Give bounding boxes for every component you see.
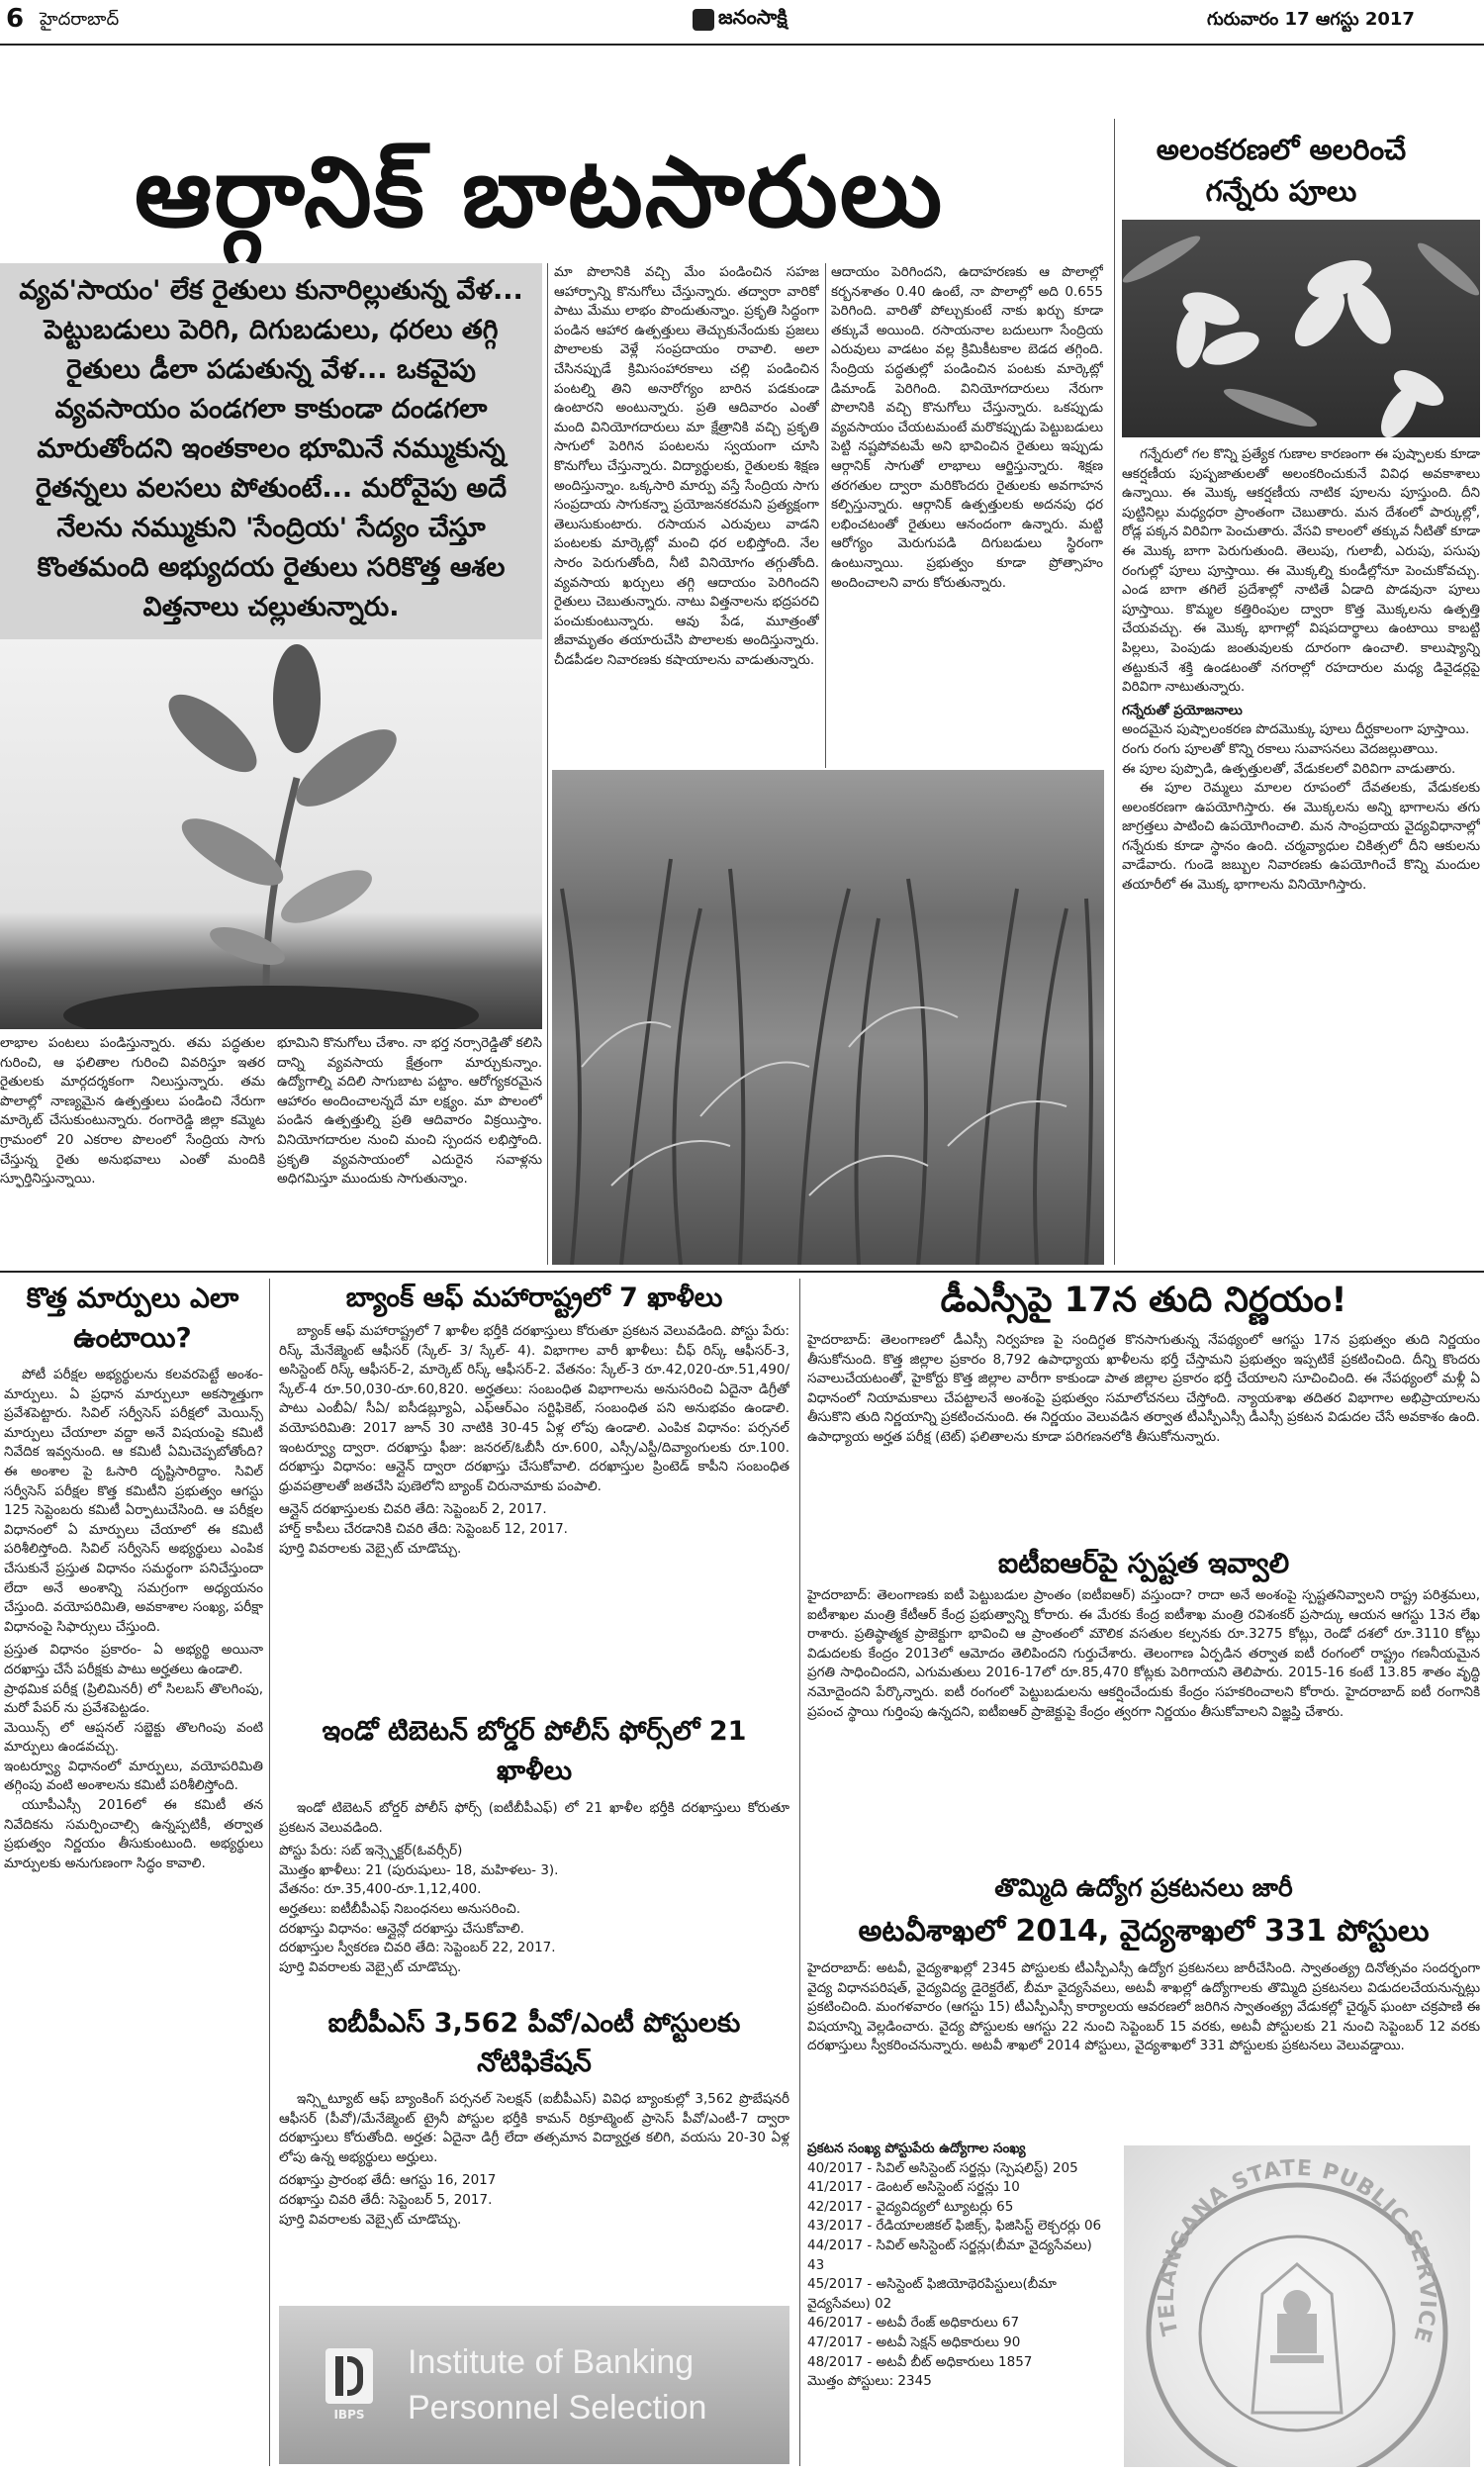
col-rule-1	[547, 263, 548, 1265]
logo-emblem-icon	[693, 9, 714, 31]
col-rule-3	[1114, 119, 1115, 1265]
itbp-headline: ఇండో టిబెటన్ బోర్డర్ పోలీస్ ఫోర్స్‌లో 21 ఖాళీలు	[322, 1716, 747, 1786]
main-bottom-left: లాభాల పంటలు పండిస్తున్నారు. తమ పద్ధతుల గురించి, ఆ ఫలితాల గురించి వివరిస్తూ ఇతర రైతులకు మార్గదర్శకంగా నిలుస్తున్నారు. తమ పొలాల్లో నాణ్యమైన ఉత్పత్తులు పండించి నేరుగా మార్కెట్ చేసుకుంటున్నారు. రంగారెడ్డి జిల్లా కమ్మెట గ్రామంలో 20 ఎకరాల పొలంలో సేంద్రియ సాగు చేస్తున్న రైతు అనుభవాలు ఎంతో మందికి స్ఫూర్తినిస్తున్నాయి.	[0, 1035, 265, 1188]
jobs-row-4: 43/2017 - రేడియాలజికల్ ఫిజిక్స్, ఫిజిసిస్ట్ లెక్చరర్లు 06	[807, 2218, 1102, 2235]
bom-headline: బ్యాంక్ ఆఫ్ మహారాష్ట్రలో 7 ఖాళీలు	[345, 1283, 723, 1313]
itbp-line-3: వేతనం: రూ.35,400-రూ.1,12,400.	[279, 1881, 482, 1898]
ibps-emblem-icon	[325, 2348, 373, 2404]
itbp-body-text: ఇండో టిబెటన్ బోర్డర్ పోలీస్ ఫోర్స్ (ఐటీబీపీఎఫ్) లో 21 ఖాళీల భర్తీకి దరఖాస్తులు కోరుతూ ప్రకటన వెలువడింది.	[279, 1800, 789, 1836]
ibps-headline: ఐబీపీఎస్ 3,562 పీవో/ఎంటీ పోస్టులకు నోటిఫికేషన్	[327, 2008, 741, 2078]
jobs-row-5: 44/2017 - సివిల్ అసిస్టెంట్ సర్జన్లు(బీమా వైద్యసేవలు) 43	[807, 2237, 1092, 2273]
main-headline: ఆర్గానిక్ బాటసారులు	[134, 137, 945, 249]
seal-text: TELANGANA STATE PUBLIC SERVICE	[1154, 2155, 1440, 2346]
ibps-abbr: IBPS	[333, 2408, 365, 2422]
ibps-emblem	[319, 2335, 380, 2434]
dsc-body: హైదరాబాద్: తెలంగాణలో డీఎస్సీ నిర్వహణ పై సందిగ్ధత కొనసాగుతున్న నేపథ్యంలో ఆగస్టు 17న ప్రభుత్వం తుది నిర్ణయం తీసుకోనుంది. కొత్త జిల్లాల ప్రకారం 8,792 ఉపాధ్యాయ ఖాళీలను భర్తీ చేస్తామని ప్రభుత్వం ఇప్పటికే ప్రకటించింది. దీన్ని కొందరు సవాలుచేయటంతో, హైకోర్టు కొత్త జిల్లాల వారీగా కాకుండా పాత జిల్లాల ప్రకారం భర్తీ చేయాలని సూచించింది. ఈ నేపథ్యంలో మళ్లీ ఏ విధానంలో నియామకాలు చేపట్టాలనే అంశంపై ప్రభుత్వం సమాలోచనలు చేస్తోంది. న్యాయశాఖ తదితర విభాగాల అభిప్రాయాలను తీసుకొని తుది నిర్ణయాన్ని ప్రకటించనుంది. ఈ నిర్ణయం వెలువడిన తర్వాత టీఎస్పీఎస్సీ డీఎస్సీ ప్రకటన విడుదల చేసే అవకాశం ఉంది. ఉపాధ్యాయ అర్హత పరీక్ష (టెట్) ఫలితాలను కూడా పరిగణనలోకి తీసుకోనున్నారు.	[807, 1332, 1480, 1445]
jobs-table	[807, 2140, 1104, 2471]
jobs-total: మొత్తం పోస్టులు: 2345	[807, 2373, 932, 2390]
changes-bullet-1: ప్రస్తుత విధానం ప్రకారం- ఏ అభ్యర్థి అయినా దరఖాస్తు చేసే పరీక్షకు పాటు అర్హతలు ఉండాలి.	[4, 1642, 263, 1677]
ibps-line-2: దరఖాస్తు చివరి తేదీ: సెప్టెంబర్ 5, 2017.	[279, 2191, 493, 2208]
ibps-line-1: దరఖాస్తు ప్రారంభ తేదీ: ఆగస్టు 16, 2017	[279, 2172, 497, 2189]
oleander-photo	[1122, 220, 1480, 437]
changes-closing: యూపీఎస్సీ 2016లో ఈ కమిటీ తన నివేదికను సమర్పించాల్సి ఉన్నప్పటికీ, తర్వాత ప్రభుత్వం నిర్ణయం తీసుకుంటుంది. అభ్యర్థులు మార్పులకు అనుగుణంగా సిద్ధం కావాలి.	[4, 1797, 263, 1871]
bom-date-1: ఆన్లైన్ దరఖాస్తులకు చివరి తేది: సెప్టెంబర్ 2, 2017.	[279, 1501, 547, 1518]
itir-headline: ఐటీఐఆర్‌పై స్పష్టత ఇవ్వాలి	[997, 1547, 1290, 1579]
jobs-row-8: 47/2017 - అటవీ సెక్షన్ అధికారులు 90	[807, 2333, 1021, 2350]
section-rule	[0, 1271, 1484, 1273]
side-body	[1122, 445, 1480, 1265]
itbp-line-5: దరఖాస్తు విధానం: ఆన్లైన్లో దరఖాస్తు చేసుకోవాలి.	[279, 1920, 524, 1937]
jobs-row-3: 42/2017 - వైద్యవిద్యలో ట్యూటర్లు 65	[807, 2198, 1014, 2215]
ibps-body-text: ఇన్స్టిట్యూట్ ఆఫ్ బ్యాంకింగ్ పర్సనల్ సెలక్షన్ (ఐబీపీఎస్) వివిధ బ్యాంకుల్లో 3,562 ప్రొబేషనరీ ఆఫీసర్ (పీవో)/మేనేజ్మెంట్ ట్రైనీ పోస్టుల భర్తీకి కామన్ రిక్రూట్మెంట్ ప్రాసెస్ పీవో/ఎంటీ-7 ద్వారా దరఖాస్తులు కోరుతోంది. అర్హత: ఏదైనా డిగ్రీ లేదా తత్సమాన విద్యార్హత కలిగి, వయసు 20-30 ఏళ్ల లోపు ఉన్న అభ్యర్థులు అర్హులు.	[279, 2091, 789, 2165]
itbp-line-2: మొత్తం ఖాళీలు: 21 (పురుషులు- 18, మహిళలు- 3).	[279, 1861, 559, 1878]
emblem-icon	[1270, 2290, 1324, 2363]
side-body-text: గన్నేరులో గల కొన్ని ప్రత్యేక గుణాల కారణంగా ఈ పుష్పాలకు కూడా ఆకర్షణీయ పుష్పజాతులతో అలంకరించుకునే వివిధ అవకాశాలు ఉన్నాయి. ఈ మొక్క ఆకర్షణీయ నాటిక పూలను పూస్తుంది. దీని పుట్టినిల్లు మధ్యధరా ప్రాంతంగా చెబుతారు. మన దేశంలో పార్కుల్లో, రోడ్ల పక్కన విరివిగా పెంచుతారు. వేసవి కాలంలో తక్కువ నీటితో కూడా ఈ మొక్క బాగా పెరుగుతుంది. తెలుపు, గులాబీ, ఎరుపు, పసుపు రంగుల్లో పూలు పూస్తాయి. ఈ మొక్కల్ని కుండీల్లోనూ పెంచుకోవచ్చు. ఎండ బాగా తగిలే ప్రదేశాల్లో నాటితే ఏడాది పొడవునా పూలు పూస్తాయి. కొమ్మల కత్తిరింపుల ద్వారా కొత్త మొక్కలను ఉత్పత్తి చేయవచ్చు. ఈ మొక్క భాగాల్లో విషపదార్థాలు ఉంటాయి కాబట్టి పిల్లలు, పెంపుడు జంతువులకు దూరంగా ఉంచాలి. కాలుష్యాన్ని తట్టుకునే శక్తి ఉండటంతో నగరాల్లో రహదారుల మధ్య డివైడర్లపై విరివిగా నాటుతున్నారు.	[1122, 446, 1480, 696]
bom-date-3: పూర్తి వివరాలకు వెబ్సైట్ చూడొచ్చు.	[279, 1540, 462, 1557]
oleander-illustration	[1122, 220, 1480, 437]
tspsc-seal-graphic	[1124, 2145, 1470, 2467]
jobs-table-title: ప్రకటన సంఖ్య పోస్టుపేరు ఉద్యోగాల సంఖ్య	[807, 2141, 1026, 2156]
plant-photo	[0, 639, 542, 1029]
col-rule-2	[825, 263, 826, 768]
jobs-row-9: 48/2017 - అటవీ బీట్ అధికారులు 1857	[807, 2353, 1033, 2370]
side-bullet-3: రంగు రంగు పూలతో కొన్ని రకాలు సువాసనలు వెదజల్లుతాయి.	[1122, 740, 1438, 757]
issue-date: గురువారం 17 ఆగస్టు 2017	[1207, 9, 1415, 30]
dsc-headline: డీఎస్సీపై 17న తుది నిర్ణయం!	[940, 1281, 1347, 1320]
plant-illustration	[0, 639, 542, 1029]
intro-box	[0, 263, 542, 639]
changes-body-text: పోటీ పరీక్షల అభ్యర్థులను కలవరపెట్టే అంశం- మార్పులు. ఏ ప్రధాన మార్పులూ అకస్మాత్తుగా ప్రవేశపెట్టారు. సివిల్ సర్వీసెస్ పరీక్షలో మెయిన్స్ మార్పులు చేయాలా వద్దా అనే విషయంపై కమిటీ నివేదిక ఇవ్వనుంది. ఆ కమిటీ ఏమిచెప్పబోతోంది? ఈ అంశాల పై ఓసారి దృష్టిసారిద్దాం. సివిల్ సర్వీసెస్ పరీక్షల కొత్త కమిటీని ప్రభుత్వం ఆగస్టు 125 సెప్టెంబరు కమిటీ ఏర్పాటుచేసింది. ఆ పరీక్షల విధానంలో ఏ మార్పులు చేయాలో ఈ కమిటీ పరిశీలిస్తోంది. సివిల్ సర్వీసెస్ అభ్యర్థులు ఎంపిక చేసుకునే ప్రస్తుత విధానం సమర్థంగా పనిచేస్తుందా లేదా అనే అంశాన్ని సమగ్రంగా అధ్యయనం చేస్తుంది. వయోపరిమితి, అవకాశాల సంఖ్య, పరీక్షా విధానంపై సిఫార్సులు చేస్తుంది.	[4, 1367, 263, 1635]
side-closing: ఈ పూల రెమ్మలు మాలల రూపంలో దేవతలకు, వేడుకలకు అలంకరణగా ఉపయోగిస్తారు. ఈ మొక్కలను అన్ని భాగాలను తగు జాగ్రత్తలు పాటించి ఉపయోగించాలి. మన సాంప్రదాయ వైద్యవిధానాల్లో గన్నేరుకు కూడా స్థానం ఉంది. చర్మవ్యాధుల చికిత్సలో దీని ఆకులను వాడేవారు. గుండె జబ్బుల నివారణకు ఉపయోగించే కొన్ని మందుల తయారీలో ఈ మొక్క భాగాలను వినియోగిస్తారు.	[1122, 780, 1480, 894]
bom-date-2: హార్డ్ కాపీలు చేరడానికి చివరి తేది: సెప్టెంబర్ 12, 2017.	[279, 1520, 568, 1537]
ibps-line-3: పూర్తి వివరాలకు వెబ్సైట్ చూడొచ్చు.	[279, 2211, 462, 2228]
main-col2-top: మా పొలానికి వచ్చి మేం పండించిన సహజ ఆహార్పాన్ని కొనుగోలు చేస్తున్నారు. తద్వారా వారికో పాటు మేము లాభం పొందుతున్నాం. ప్రకృతి సిద్ధంగా పండిన ఆహార ఉత్పత్తులు తెచ్చుకునేందుకు ప్రజలు పొలాలకు వెళ్లే సంప్రదాయం రావాలి. అలా చేసినప్పుడే క్రిమిసంహారకాలు చల్లి పండించిన పంటల్ని తిని అనారోగ్యం బారిన పడకుండా ఉంటారని అంటున్నారు. ప్రతి ఆదివారం ఎంతో మంది వినియోగదారులు మా క్షేత్రానికి వచ్చి ప్రకృతి సాగులో పెరిగిన పంటలను స్వయంగా చూసి కొనుగోలు చేస్తున్నారు. విద్యార్థులకు, రైతులకు శిక్షణ అందిస్తున్నాం. ఒక్కసారి మార్పు వస్తే సేంద్రియ సాగు సంప్రదాయ సాగుకన్నా ప్రయోజనకరమని ప్రత్యక్షంగా తెలుసుకుంటారు. రసాయన ఎరువులు వాడని పంటలకు మార్కెట్లో మంచి ధర లభిస్తోంది. నేల సారం పెరుగుతోంది, నీటి వినియోగం తగ్గుతోంది. వ్యవసాయ ఖర్చులు తగ్గి ఆదాయం పెరిగిందని రైతులు చెబుతున్నారు. నాటు విత్తనాలను భద్రపరచి పంచుకుంటున్నారు. ఆవు పేడ, మూత్రంతో జీవామృతం తయారుచేసి పొలాలకు అందిస్తున్నారు. చీడపీడల నివారణకు కషాయాలను వాడుతున్నారు.	[554, 264, 819, 668]
intro-text: వ్యవ'సాయం' లేక రైతులు కునారిల్లుతున్న వేళ... పెట్టుబడులు పెరిగి, దిగుబడులు, ధరలు తగ్గి రైతులు డీలా పడుతున్న వేళ... ఒకవైపు వ్యవసాయం పండగలా కాకుండా దండగలా మారుతోందని ఇంతకాలం భూమినే నమ్ముకున్న రైతన్నలు వలసలు పోతుంటే... మరోవైపు అదే నేలను నమ్ముకుని 'సేంద్రియ' సేద్యం చేస్తూ కొంతమంది అభ్యుదయ రైతులు సరికొత్త ఆశల విత్తనాలు చల్లుతున్నారు.	[19, 275, 523, 622]
jobs-body: హైదరాబాద్: అటవీ, వైద్యశాఖల్లో 2345 పోస్టులకు టీఎస్పీఎస్సీ ఉద్యోగ ప్రకటనలు జారీచేసింది. స్వాతంత్య్ర దినోత్సవం సందర్భంగా వైద్య విధానపరిషత్, వైద్యవిద్య డైరెక్టరేట్, బీమా వైద్యసేవలు, అటవీ శాఖల్లో ఉద్యోగాలకు తొమ్మిది ప్రకటనలు విడుదలచేయనున్నట్లు ప్రకటించింది. మంగళవారం (ఆగస్టు 15) టీఎస్పీఎస్సీ కార్యాలయ ఆవరణలో జరిగిన స్వాతంత్య్ర వేడుకల్లో చైర్మన్ ఘంటా చక్రపాణి ఈ విషయాన్ని వెల్లడించారు. వైద్య పోస్టులకు ఆగస్టు 22 నుంచి సెప్టెంబర్ 15 వరకు, అటవీ పోస్టులకు 21 నుంచి సెప్టెంబర్ 12 వరకు దరఖాస్తులు స్వీకరించనున్నారు. అటవీ శాఖలో 2014 పోస్టులు, వైద్యశాఖలో 331 పోస్టులకు ప్రకటనలు వెలువడ్డాయి.	[807, 1960, 1480, 2054]
side-bullet-1: గన్నేరుతో ప్రయోజనాలు	[1122, 702, 1243, 718]
itir-body: హైదరాబాద్: తెలంగాణకు ఐటీ పెట్టుబడుల ప్రాంతం (ఐటీఐఆర్) వస్తుందా? రాదా అనే అంశంపై స్పష్టతనివ్వాలని రాష్ట్ర పరిశ్రమలు, ఐటీశాఖల మంత్రి కేటీఆర్ కేంద్ర ప్రభుత్వాన్ని కోరారు. ఈ మేరకు కేంద్ర ఐటీశాఖ మంత్రి రవిశంకర్ ప్రసాద్కు ఆయన ఆగస్టు 13న లేఖ రాశారు. ప్రతిష్ఠాత్మక ప్రాజెక్టుగా భావించి ఆ ప్రాంతంలో మౌలిక వసతుల కల్పనకు రూ.3275 కోట్లు, రెండో దశలో రూ.3110 కోట్లు విడుదలకు కేంద్రం 2013లో ఆమోదం తెలిపిందని గుర్తుచేశారు. తెలంగాణ ఏర్పడిన తర్వాత ఐటీ రంగంలో రాష్ట్రం గణనీయమైన ప్రగతి సాధించిందని, ఎగుమతులు 2016-17లో రూ.85,470 కోట్లకు పెరిగాయని తెలిపారు. 2015-16 కంటే 13.85 శాతం వృద్ధి నమోదైందని పేర్కొన్నారు. ఐటీ రంగంలో పెట్టుబడులను ఆకర్షించేందుకు కేంద్రం సహకరించాలని కోరారు. హైదరాబాద్ ఐటీ రంగానికి ప్రపంచ స్థాయి గుర్తింపు ఉన్నదని, ఐటీఐఆర్ ప్రాజెక్టుపై కేంద్రం త్వరగా నిర్ణయం తీసుకోవాలని విజ్ఞప్తి చేశారు.	[807, 1587, 1480, 1720]
masthead-logo	[693, 5, 788, 34]
ibps-body	[279, 2090, 789, 2303]
page-number: 6	[6, 4, 25, 34]
ibps-logo-line1: Institute of Banking	[408, 2343, 695, 2381]
ibps-logo-line2: Personnel Selection	[408, 2389, 707, 2427]
itbp-line-4: అర్హతలు: ఐటీబీపీఎఫ్ నిబంధనలు అనుసరించి.	[279, 1900, 521, 1917]
side-bullet-4: ఈ పూల పుప్పొడి, ఉత్పత్తులతో, వేడుకలలో విరివిగా వాడుతారు.	[1122, 760, 1456, 777]
changes-headline: కొత్త మార్పులు ఎలా ఉంటాయి?	[26, 1282, 239, 1354]
jobs-row-1: 40/2017 - సివిల్ అసిస్టెంట్ సర్జన్లు (స్పెషలిస్ట్) 205	[807, 2159, 1078, 2176]
itbp-line-1: పోస్టు పేరు: సబ్ ఇన్స్పెక్టర్(ఓవర్సీర్)	[279, 1843, 463, 1859]
itbp-body	[279, 1799, 789, 2002]
jobs-row-6: 45/2017 - అసిస్టెంట్ ఫిజియోథెరపిస్టులు(బీమా వైద్యసేవలు) 02	[807, 2276, 1057, 2312]
side-headline: అలంకరణలో అలరించే గన్నేరు పూలు	[1156, 133, 1407, 208]
tspsc-seal	[1124, 2145, 1470, 2467]
jobs-row-2: 41/2017 - డెంటల్ అసిస్టెంట్ సర్జన్లు 10	[807, 2179, 1020, 2196]
cornfield-illustration	[552, 770, 1104, 1265]
changes-bullet-3: మెయిన్స్ లో ఆప్షనల్ సబ్జెక్టు తొలగింపు వంటి మార్పులు ఉండవచ్చు.	[4, 1719, 263, 1756]
changes-bullet-4: ఇంటర్వ్యూ విధానంలో మార్పులు, వయోపరిమితి తగ్గింపు వంటి అంశాలను కమిటీ పరిశీలిస్తోంది.	[4, 1758, 263, 1794]
col-rule-5	[799, 1279, 800, 2466]
masthead-rule	[0, 44, 1484, 46]
side-bullet-2: అందమైన పుష్పాలంకరణ పొదమొక్కు పూలు దీర్ఘకాలంగా పూస్తాయి.	[1122, 721, 1470, 738]
changes-body	[4, 1366, 263, 2469]
jobs-row-7: 46/2017 - అటవీ రేంజ్ అధికారులు 67	[807, 2315, 1020, 2332]
bom-body	[279, 1322, 789, 1708]
ibps-logo-banner	[279, 2306, 789, 2464]
main-col3-top: ఆదాయం పెరిగిందని, ఉదాహరణకు ఆ పొలాల్లో కర్బనశాతం 0.40 ఉంటే, నా పొలాల్లో అది 0.655 పెరిగింది. వారితో పోల్చుకుంటే నాకు ఖర్చు కూడా తక్కువే అయింది. రసాయనాల బదులుగా సేంద్రియ ఎరువులు వాడటం వల్ల క్రిమికీటకాల బెడద తగ్గింది. సేంద్రియ పద్ధతుల్లో పండించిన పంటకు మార్కెట్లో డిమాండ్ పెరిగింది. వినియోగదారులు నేరుగా పొలానికి వచ్చి కొనుగోలు చేస్తున్నారు. ఒకప్పుడు వ్యవసాయం చేయటమంటే మరొకప్పుడు పెట్టుబడులు పెట్టి నష్టపోవటమే అని భావించిన రైతులు ఇప్పుడు ఆర్గానిక్ సాగుతో లాభాలు ఆర్జిస్తున్నారు. శిక్షణ తరగతుల ద్వారా మరికొందరు రైతులకు అవగాహన కల్పిస్తున్నారు. ఆర్గానిక్ ఉత్పత్తులకు అదనపు ధర లభించటంతో రైతులు ఆనందంగా ఉన్నారు. మట్టి ఆరోగ్యం మెరుగుపడి దిగుబడులు స్థిరంగా ఉంటున్నాయి. ప్రభుత్వం కూడా ప్రోత్సాహం అందించాలని వారు కోరుతున్నారు.	[831, 264, 1103, 591]
jobs-headline: అటవీశాఖలో 2014, వైద్యశాఖలో 331 పోస్టులు	[858, 1914, 1430, 1949]
city-label: హైదరాబాద్	[40, 9, 120, 30]
itbp-line-7: పూర్తి వివరాలకు వెబ్సైట్ చూడొచ్చు.	[279, 1958, 462, 1975]
main-bottom-mid: భూమిని కొనుగోలు చేశాం. నా భర్త నర్సారెడ్డితో కలిసి దాన్ని వ్యవసాయ క్షేత్రంగా మార్చుకున్నాం. ఉద్యోగాల్ని వదిలి సాగుబాట పట్టాం. ఆరోగ్యకరమైన ఆహారం అందించాలన్నదే మా లక్ష్యం. మా పొలంలో పండిన ఉత్పత్తుల్ని ప్రతి ఆదివారం విక్రయిస్తాం. వినియోగదారుల నుంచి మంచి స్పందన లభిస్తోంది. ప్రకృతి వ్యవసాయంలో ఎదురైన సవాళ్లను అధిగమిస్తూ ముందుకు సాగుతున్నాం.	[277, 1035, 542, 1188]
itbp-line-6: దరఖాస్తుల స్వీకరణ చివరి తేది: సెప్టెంబర్ 22, 2017.	[279, 1940, 556, 1956]
changes-bullet-2: ప్రాథమిక పరీక్ష (ప్రిలిమినరీ) లో సిలబస్ తొలగింపు, మరో పేపర్ ను ప్రవేశపెట్టడం.	[4, 1680, 263, 1717]
cornfield-photo	[552, 770, 1104, 1265]
bom-body-text: బ్యాంక్ ఆఫ్ మహారాష్ట్రలో 7 ఖాళీల భర్తీకి దరఖాస్తులు కోరుతూ ప్రకటన వెలువడింది. పోస్టు పేరు: రిస్క్ మేనేజ్మెంట్ ఆఫీసర్ (స్కేల్- 3/ స్కేల్- 4). విభాగాల వారీ ఖాళీలు: చీఫ్ రిస్క్ ఆఫీసర్-3, అసిస్టెంట్ రిస్క్ ఆఫీసర్-2, మార్కెట్ రిస్క్ ఆఫీసర్-2. వేతనం: స్కేల్-3 రూ.42,020-రూ.51,490/ స్కేల్-4 రూ.50,030-రూ.60,820. అర్హతలు: సంబంధిత విభాగాలను అనుసరించి ఏదైనా డిగ్రీతో పాటు ఎంబీఏ/ సీఏ/ ఐసీడబ్ల్యూఏ, ఎఫ్ఆర్ఎం సర్టిఫికెట్, సంబంధిత పని అనుభవం ఉండాలి. వయోపరిమితి: 2017 జూన్ 30 నాటికి 30-45 ఏళ్ల లోపు ఉండాలి. ఎంపిక విధానం: పర్సనల్ ఇంటర్వ్యూ ద్వారా. దరఖాస్తు ఫీజు: జనరల్/ఓబీసీ రూ.600, ఎస్సీ/ఎస్టీ/దివ్యాంగులకు రూ.100. దరఖాస్తు విధానం: ఆన్లైన్ ద్వారా దరఖాస్తు చేసుకోవాలి. దరఖాస్తుల ప్రింటెడ్ కాపీని సంబంధిత ధ్రువపత్రాలతో జతచేసి పుణెలోని బ్యాంక్ చిరునామాకు పంపాలి.	[279, 1323, 789, 1494]
logo-text: జనంసాక్షి	[718, 5, 788, 29]
col-rule-4	[269, 1279, 270, 2466]
jobs-kicker: తొమ్మిది ఉద్యోగ ప్రకటనలు జారీ	[994, 1873, 1293, 1902]
